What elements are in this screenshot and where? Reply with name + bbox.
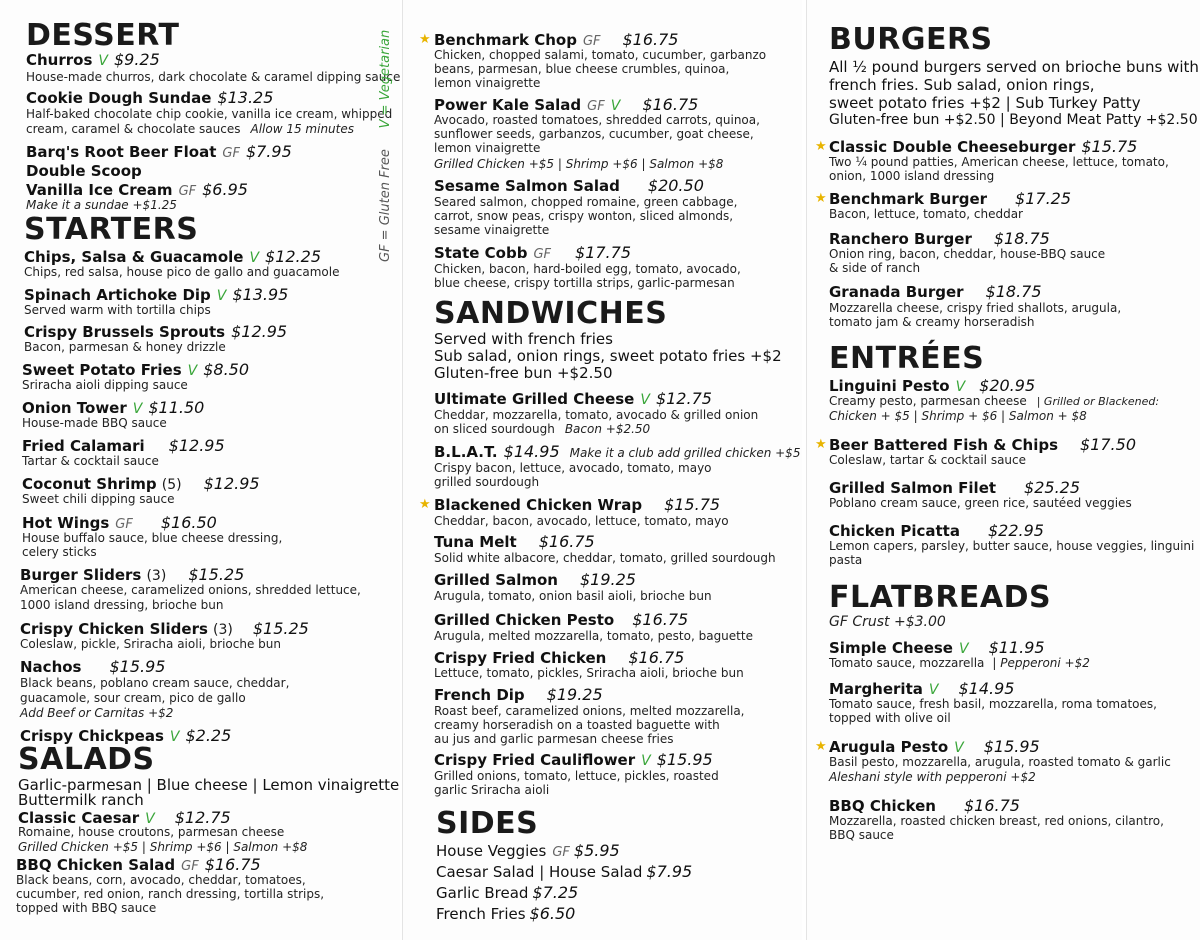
- menu-item: [829, 737, 1040, 756]
- dietary-legend: [378, 30, 393, 262]
- item-price: $14.95: [503, 442, 560, 461]
- item-name: Margherita: [829, 680, 923, 698]
- item-note: | Pepperoni +$2: [992, 656, 1090, 670]
- item-desc: Lemon capers, parsley, butter sauce, house veggies, linguini: [829, 539, 1195, 553]
- item-price: $16.75: [632, 610, 689, 629]
- menu-item: [434, 750, 713, 769]
- vegetarian-tag: V: [641, 753, 651, 769]
- menu-item: [22, 474, 260, 493]
- item-note: Allow 15 minutes: [250, 122, 354, 136]
- item-desc: lemon vinaigrette: [434, 76, 541, 90]
- item-desc: lemon vinaigrette: [434, 141, 541, 155]
- item-price: $12.95: [231, 322, 288, 341]
- legend-gluten-free: GF = Gluten Free: [378, 149, 393, 262]
- item-desc: BBQ sauce: [829, 828, 894, 842]
- menu-item: [434, 648, 684, 667]
- item-count: (3): [146, 568, 167, 584]
- item-name: Blackened Chicken Wrap: [434, 496, 643, 514]
- item-name: Ranchero Burger: [829, 230, 972, 248]
- item-name: State Cobb: [434, 244, 528, 262]
- item-desc: Roast beef, caramelized onions, melted mozzarella,: [434, 704, 745, 718]
- sandwiches-intro: Sub salad, onion rings, sweet potato fries +$2: [434, 347, 782, 365]
- item-name: Linguini Pesto: [829, 377, 950, 395]
- legend-vegetarian: V = Vegetarian: [378, 29, 393, 129]
- gluten-free-tag: GF: [222, 146, 240, 161]
- item-desc: Sriracha aioli dipping sauce: [22, 378, 188, 392]
- item-name: Benchmark Burger: [829, 190, 988, 208]
- item-name: Garlic Bread: [436, 884, 529, 902]
- vegetarian-tag: V: [954, 740, 964, 756]
- gluten-free-tag: GF: [533, 247, 552, 262]
- item-price: $12.75: [174, 808, 231, 827]
- item-name: BBQ Chicken: [829, 797, 936, 815]
- item-desc: Bacon, parmesan & honey drizzle: [24, 340, 226, 354]
- item-desc: garlic Sriracha aioli: [434, 783, 550, 797]
- item-name: French Fries: [436, 905, 526, 923]
- menu-item: [434, 442, 800, 461]
- menu-item: [26, 142, 292, 161]
- item-price: $12.25: [265, 247, 321, 266]
- item-count: (5): [161, 477, 182, 493]
- item-count: (3): [213, 622, 233, 638]
- vegetarian-tag: V: [610, 98, 621, 114]
- vegetarian-tag: V: [249, 250, 260, 266]
- item-desc: Tartar & cocktail sauce: [22, 454, 159, 468]
- item-desc: Cheddar, bacon, avocado, lettuce, tomato, mayo: [434, 514, 729, 528]
- item-desc: cucumber, red onion, ranch dressing, tortilla strips,: [16, 887, 325, 901]
- item-name: Coconut Shrimp: [22, 475, 157, 493]
- item-desc: Chips, red salsa, house pico de gallo and guacamole: [24, 265, 340, 279]
- item-price: $17.50: [1080, 435, 1136, 454]
- item-name: Cookie Dough Sundae: [26, 89, 212, 107]
- item-desc: Half-baked chocolate chip cookie, vanilla ice cream, whipped: [26, 107, 393, 121]
- section-title-sandwiches: SANDWICHES: [434, 296, 668, 331]
- item-price: $19.25: [546, 685, 603, 704]
- item-desc: Black beans, poblano cream sauce, cheddar,: [20, 676, 290, 690]
- menu-item: [22, 398, 204, 417]
- item-note: Make it a sundae +$1.25: [26, 198, 177, 212]
- item-name: Grilled Salmon: [434, 571, 558, 589]
- item-price: $12.95: [203, 474, 260, 493]
- item-price: $15.75: [664, 495, 721, 514]
- item-name: Beer Battered Fish & Chips: [829, 436, 1059, 454]
- item-desc: Chicken, chopped salami, tomato, cucumber, garbanzo: [434, 48, 767, 62]
- salads-dressings: Garlic-parmesan | Blue cheese | Lemon vinaigrette: [18, 776, 400, 794]
- menu-item: [829, 796, 1020, 815]
- star-icon: ★: [419, 32, 431, 47]
- vegetarian-tag: V: [98, 53, 108, 69]
- item-note: Add Beef or Carnitas +$2: [20, 706, 174, 720]
- menu-item: [829, 282, 1042, 301]
- gluten-free-tag: GF: [181, 859, 199, 874]
- item-desc: Mozzarella, roasted chicken breast, red onions, cilantro,: [829, 814, 1164, 828]
- star-icon: ★: [815, 437, 827, 452]
- item-desc: Avocado, roasted tomatoes, shredded carrots, quinoa,: [434, 113, 760, 127]
- item-desc: & side of ranch: [829, 261, 921, 275]
- vegetarian-tag: V: [145, 811, 155, 827]
- item-desc: au jus and garlic parmesan cheese fries: [434, 732, 674, 746]
- item-desc: Sweet chili dipping sauce: [22, 492, 175, 506]
- item-price: $15.95: [109, 657, 166, 676]
- star-icon: ★: [815, 739, 827, 754]
- item-price: $17.25: [1015, 189, 1072, 208]
- item-price: $16.50: [160, 513, 217, 532]
- item-price: $6.95: [202, 180, 248, 199]
- item-price: $22.95: [987, 521, 1044, 540]
- item-note: Aleshani style with pepperoni +$2: [829, 770, 1036, 784]
- item-desc: Tomato sauce, mozzarella | Pepperoni +$2: [829, 656, 1090, 670]
- vegetarian-tag: V: [955, 379, 966, 395]
- item-note: Grilled Chicken +$5 | Shrimp +$6 | Salmon +$8: [18, 840, 308, 854]
- menu-item: [434, 95, 698, 114]
- section-title-entrees: ENTRÉES: [829, 341, 985, 376]
- menu-item: [829, 229, 1050, 248]
- item-name: Classic Double Cheeseburger: [829, 138, 1076, 156]
- item-price: $13.25: [217, 88, 274, 107]
- item-desc: topped with BBQ sauce: [16, 901, 157, 915]
- side-item: [436, 863, 692, 881]
- item-price: $2.25: [185, 726, 232, 745]
- section-title-starters: STARTERS: [24, 212, 199, 247]
- item-desc: Coleslaw, pickle, Sriracha aioli, brioche bun: [20, 637, 281, 651]
- item-desc: sunflower seeds, garbanzos, cucumber, goat cheese,: [434, 127, 754, 141]
- item-desc: Served warm with tortilla chips: [24, 303, 211, 317]
- section-title-dessert: DESSERT: [26, 18, 180, 53]
- menu-item: [434, 30, 678, 49]
- burgers-intro: All ½ pound burgers served on brioche buns with: [829, 58, 1199, 76]
- item-price: $15.75: [1081, 137, 1138, 156]
- menu-item: [26, 88, 273, 107]
- item-desc: House-made BBQ sauce: [22, 416, 167, 430]
- item-name: Tuna Melt: [434, 533, 517, 551]
- item-note: Bacon +$2.50: [564, 422, 651, 436]
- salads-dressings: Buttermilk ranch: [18, 791, 144, 809]
- menu-item: [20, 565, 244, 584]
- item-desc: on sliced sourdough Bacon +$2.50: [434, 422, 651, 436]
- item-price: $12.95: [168, 436, 225, 455]
- item-desc: sesame vinaigrette: [434, 223, 550, 237]
- item-desc: 1000 island dressing, brioche bun: [20, 598, 224, 612]
- menu-item: [829, 376, 1035, 395]
- item-name: Crispy Chicken Sliders: [20, 620, 208, 638]
- menu-item: [26, 180, 248, 199]
- item-desc: Onion ring, bacon, cheddar, house-BBQ sauce: [829, 247, 1106, 261]
- item-desc: Arugula, melted mozzarella, tomato, pesto, baguette: [434, 629, 753, 643]
- item-desc: Creamy pesto, parmesan cheese | Grilled or Blackened:: [829, 394, 1160, 408]
- star-icon: ★: [815, 191, 827, 206]
- item-name: Classic Caesar: [18, 809, 140, 827]
- item-price: $16.75: [204, 855, 261, 874]
- item-desc: carrot, snow peas, crispy wonton, sliced almonds,: [434, 209, 734, 223]
- item-name: Fried Calamari: [22, 437, 145, 455]
- item-price: $16.75: [964, 796, 1020, 815]
- vegetarian-tag: V: [216, 288, 227, 304]
- item-name: Sesame Salmon Salad: [434, 177, 620, 195]
- vegetarian-tag: V: [132, 401, 143, 417]
- menu-item: [829, 189, 1071, 208]
- gluten-free-tag: GF: [582, 34, 601, 49]
- item-desc: Tomato sauce, fresh basil, mozzarella, roma tomatoes,: [829, 697, 1157, 711]
- item-name: Spinach Artichoke Dip: [24, 286, 211, 304]
- item-name: House Veggies: [436, 842, 547, 860]
- star-icon: ★: [419, 497, 431, 512]
- item-desc: cream, caramel & chocolate sauces Allow 15 minutes: [26, 122, 354, 136]
- item-price: $5.95: [573, 841, 620, 860]
- menu-item: [434, 389, 712, 408]
- item-price: $19.25: [579, 570, 636, 589]
- menu-item: [829, 137, 1137, 156]
- item-desc: Mozzarella cheese, crispy fried shallots, arugula,: [829, 301, 1122, 315]
- item-desc: guacamole, sour cream, pico de gallo: [20, 691, 246, 705]
- item-price: $7.95: [245, 142, 292, 161]
- item-price: $18.75: [993, 229, 1050, 248]
- item-name: Simple Cheese: [829, 639, 953, 657]
- item-name: Crispy Fried Chicken: [434, 649, 607, 667]
- item-desc: Crispy bacon, lettuce, avocado, tomato, mayo: [434, 461, 712, 475]
- item-name: Grilled Salmon Filet: [829, 479, 997, 497]
- menu-item: [829, 521, 1044, 540]
- item-name: Power Kale Salad: [434, 96, 582, 114]
- item-price: $18.75: [985, 282, 1042, 301]
- item-desc: tomato jam & creamy horseradish: [829, 315, 1035, 329]
- menu-item: [16, 855, 261, 874]
- star-icon: ★: [815, 139, 827, 154]
- item-desc: House-made churros, dark chocolate & caramel dipping sauce: [26, 70, 401, 84]
- menu-item: [829, 638, 1045, 657]
- item-desc: topped with olive oil: [829, 711, 951, 725]
- item-name: Sweet Potato Fries: [22, 361, 182, 379]
- gluten-free-tag: GF: [115, 517, 133, 532]
- item-desc: Chicken, bacon, hard-boiled egg, tomato, avocado,: [434, 262, 741, 276]
- menu-item: [829, 679, 1014, 698]
- item-name: Crispy Fried Cauliflower: [434, 751, 636, 769]
- item-desc: American cheese, caramelized onions, shredded lettuce,: [20, 583, 361, 597]
- menu-item: [434, 570, 636, 589]
- side-item: [436, 905, 575, 923]
- menu-item: [434, 610, 688, 629]
- burgers-intro: sweet potato fries +$2 | Sub Turkey Patty: [829, 94, 1141, 112]
- item-price: $15.25: [252, 619, 309, 638]
- menu-panel-middle: [402, 0, 802, 940]
- vegetarian-tag: V: [187, 363, 198, 379]
- menu-item: [20, 657, 165, 676]
- item-name: Granada Burger: [829, 283, 964, 301]
- item-name: Crispy Chickpeas: [20, 727, 164, 745]
- item-desc: Two ¼ pound patties, American cheese, lettuce, tomato,: [829, 155, 1169, 169]
- item-name: Barq's Root Beer Float: [26, 143, 217, 161]
- item-price: $25.25: [1024, 478, 1081, 497]
- item-desc: House buffalo sauce, blue cheese dressing,: [22, 531, 283, 545]
- item-price: $20.95: [979, 376, 1036, 395]
- item-desc: Arugula, tomato, onion basil aioli, brioche bun: [434, 589, 712, 603]
- item-name: Benchmark Chop: [434, 31, 577, 49]
- item-desc: Romaine, house croutons, parmesan cheese: [18, 825, 285, 839]
- item-price: $16.75: [622, 30, 679, 49]
- burgers-intro: french fries. Sub salad, onion rings,: [829, 76, 1095, 94]
- side-item: [436, 884, 578, 902]
- item-desc: Cheddar, mozzarella, tomato, avocado & grilled onion: [434, 408, 759, 422]
- menu-item: [24, 322, 287, 341]
- menu-panel-left: [0, 0, 400, 940]
- menu-item: [20, 619, 309, 638]
- item-desc: celery sticks: [22, 545, 97, 559]
- item-name: Vanilla Ice Cream: [26, 181, 173, 199]
- item-price: $15.95: [983, 737, 1040, 756]
- item-name: Grilled Chicken Pesto: [434, 611, 615, 629]
- item-price: $16.75: [642, 95, 699, 114]
- menu-item: [434, 532, 595, 551]
- item-price: $11.50: [148, 398, 205, 417]
- menu-item: [829, 478, 1080, 497]
- gluten-free-tag: GF: [552, 845, 570, 860]
- item-name: Arugula Pesto: [829, 738, 949, 756]
- flatbreads-gf-crust: GF Crust +$3.00: [829, 614, 946, 630]
- item-price: $15.25: [188, 565, 245, 584]
- menu-panel-right: [806, 0, 1200, 940]
- item-price: $16.75: [628, 648, 685, 667]
- item-note: Chicken + $5 | Shrimp + $6 | Salmon + $8: [829, 409, 1087, 423]
- item-name: Burger Sliders: [20, 566, 142, 584]
- item-name: Churros: [26, 51, 93, 69]
- item-note: Make it a club add grilled chicken +$5: [569, 446, 801, 460]
- vegetarian-tag: V: [640, 392, 650, 408]
- item-price: $7.25: [532, 883, 579, 902]
- item-desc: Black beans, corn, avocado, cheddar, tomatoes,: [16, 873, 306, 887]
- item-name: Chips, Salsa & Guacamole: [24, 248, 244, 266]
- item-price: $7.95: [646, 862, 693, 881]
- vegetarian-tag: V: [958, 641, 969, 657]
- menu-item: [829, 435, 1136, 454]
- gluten-free-tag: GF: [178, 184, 197, 199]
- menu-item: [434, 495, 720, 514]
- menu-item: [22, 513, 217, 532]
- item-name: Ultimate Grilled Cheese: [434, 390, 635, 408]
- item-desc: Bacon, lettuce, tomato, cheddar: [829, 207, 1023, 221]
- item-desc: Coleslaw, tartar & cocktail sauce: [829, 453, 1027, 467]
- menu-item: [22, 360, 249, 379]
- section-title-sides: SIDES: [436, 806, 539, 841]
- item-name: Onion Tower: [22, 399, 127, 417]
- section-title-salads: SALADS: [18, 742, 155, 777]
- item-name: B.L.A.T.: [434, 443, 498, 461]
- item-price: $15.95: [656, 750, 713, 769]
- item-desc: onion, 1000 island dressing: [829, 169, 995, 183]
- menu-item: [24, 247, 321, 266]
- vegetarian-tag: V: [928, 682, 939, 698]
- gluten-free-tag: GF: [587, 99, 605, 114]
- item-desc: pasta: [829, 553, 863, 567]
- menu-item: [22, 436, 225, 455]
- item-desc: creamy horseradish on a toasted baguette with: [434, 718, 720, 732]
- menu-item: [434, 243, 631, 262]
- item-desc: beans, parmesan, blue cheese crumbles, quinoa,: [434, 62, 730, 76]
- item-desc: Grilled onions, tomato, lettuce, pickles, roasted: [434, 769, 719, 783]
- item-price: $17.75: [575, 243, 631, 262]
- item-price: $16.75: [538, 532, 595, 551]
- item-desc: Seared salmon, chopped romaine, green cabbage,: [434, 195, 738, 209]
- item-name: Hot Wings: [22, 514, 110, 532]
- item-desc: grilled sourdough: [434, 475, 540, 489]
- item-name: Double Scoop: [26, 162, 142, 180]
- menu-item: [434, 685, 603, 704]
- item-name: Chicken Picatta: [829, 522, 960, 540]
- item-price: $20.50: [647, 176, 704, 195]
- sandwiches-intro: Served with french fries: [434, 330, 613, 348]
- item-name: Caesar Salad | House Salad: [436, 863, 643, 881]
- item-desc: Basil pesto, mozzarella, arugula, roasted tomato & garlic: [829, 755, 1171, 769]
- item-price: $6.50: [529, 904, 576, 923]
- item-price: $9.25: [113, 50, 160, 69]
- item-price: $12.75: [655, 389, 712, 408]
- item-desc: Lettuce, tomato, pickles, Sriracha aioli, brioche bun: [434, 666, 744, 680]
- item-note: Grilled Chicken +$5 | Shrimp +$6 | Salmon +$8: [434, 157, 724, 171]
- item-desc: blue cheese, crispy tortilla strips, garlic-parmesan: [434, 276, 735, 290]
- item-price: $8.50: [203, 360, 250, 379]
- item-name: BBQ Chicken Salad: [16, 856, 176, 874]
- burgers-intro: Gluten-free bun +$2.50 | Beyond Meat Patty +$2.50: [829, 112, 1198, 128]
- menu-item: [24, 285, 288, 304]
- sandwiches-intro: Gluten-free bun +$2.50: [434, 364, 613, 382]
- vegetarian-tag: V: [169, 729, 180, 745]
- item-price: $14.95: [958, 679, 1015, 698]
- menu-item: [434, 176, 704, 195]
- section-title-burgers: BURGERS: [829, 22, 993, 57]
- item-name: Crispy Brussels Sprouts: [24, 323, 226, 341]
- item-price: $11.95: [988, 638, 1045, 657]
- item-desc: Poblano cream sauce, green rice, sautéed veggies: [829, 496, 1132, 510]
- item-price: $13.95: [232, 285, 289, 304]
- side-item: [436, 842, 620, 862]
- menu-item: [26, 50, 160, 69]
- item-desc: Solid white albacore, cheddar, tomato, grilled sourdough: [434, 551, 776, 565]
- item-note: | Grilled or Blackened:: [1036, 395, 1160, 408]
- section-title-flatbreads: FLATBREADS: [829, 580, 1052, 615]
- item-name: Nachos: [20, 658, 82, 676]
- item-name: French Dip: [434, 686, 525, 704]
